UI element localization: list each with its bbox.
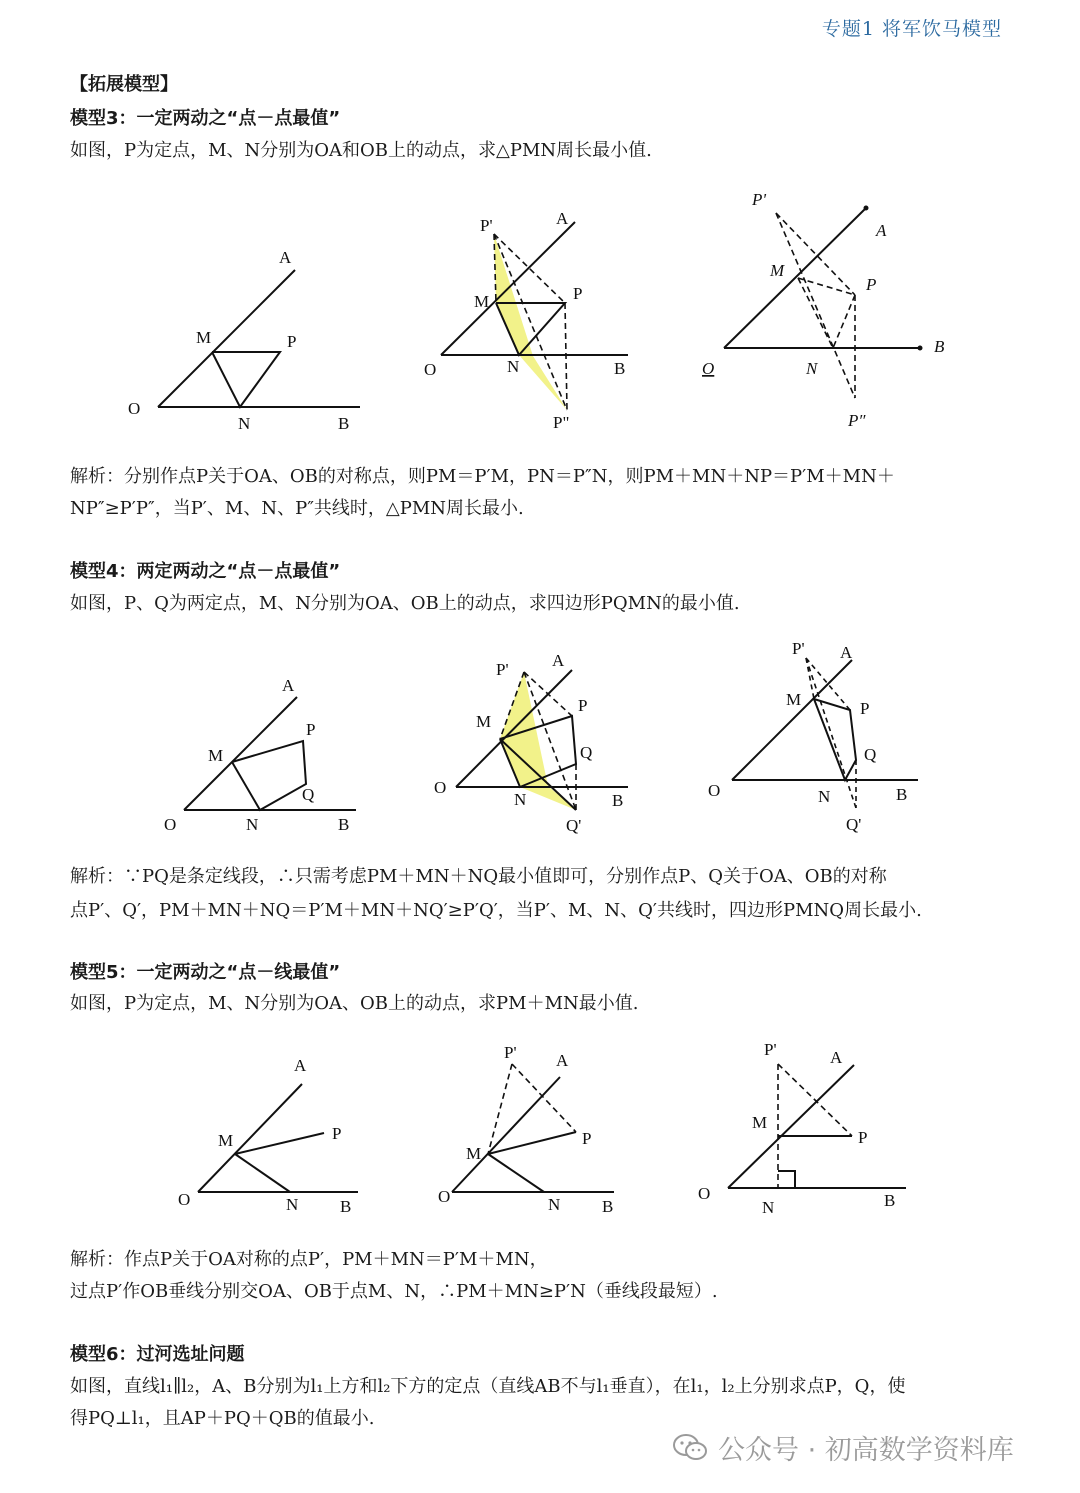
- label-O: O: [434, 778, 447, 797]
- label-M: M: [208, 746, 224, 765]
- label-B: B: [884, 1191, 896, 1210]
- model-3-fig-3: [702, 190, 945, 430]
- label-P: P: [578, 696, 588, 715]
- label-A: A: [840, 643, 853, 662]
- label-N: N: [286, 1195, 299, 1214]
- label-M: M: [786, 690, 802, 709]
- label-O: O: [178, 1190, 191, 1209]
- label-N: N: [507, 357, 520, 376]
- label-N: N: [246, 815, 259, 834]
- label-M: M: [752, 1113, 768, 1132]
- label-A: A: [294, 1056, 307, 1075]
- label-M: M: [466, 1144, 482, 1163]
- model-4-fig-1: [164, 676, 356, 834]
- label-Q1: Q': [566, 816, 582, 835]
- label-P1: P': [504, 1043, 517, 1062]
- label-M: M: [218, 1131, 234, 1150]
- label-B: B: [614, 359, 626, 378]
- section-title: 【拓展模型】: [70, 74, 178, 95]
- model-5-question: 如图，P为定点，M、N分别为OA、OB上的动点，求PM＋MN最小值.: [70, 993, 639, 1014]
- label-M: M: [770, 261, 785, 280]
- label-P: P: [866, 275, 877, 294]
- label-Q: Q: [864, 745, 877, 764]
- label-N: N: [514, 790, 527, 809]
- label-Q: Q: [580, 743, 593, 762]
- label-A: A: [556, 1051, 569, 1070]
- label-B: B: [612, 791, 624, 810]
- label-B: B: [602, 1197, 614, 1216]
- model-3-fig-1-lines: [158, 270, 360, 407]
- label-P1: P': [792, 639, 805, 658]
- label-P: P: [287, 332, 297, 351]
- label-P2i: P″: [848, 411, 866, 430]
- label-P: P: [573, 284, 583, 303]
- label-A: A: [556, 209, 569, 228]
- label-B: B: [338, 815, 350, 834]
- label-M: M: [476, 712, 492, 731]
- label-P: P: [306, 720, 316, 739]
- label-O: O: [702, 359, 715, 378]
- label-N: N: [238, 414, 251, 433]
- label-P: P: [332, 1124, 342, 1143]
- label-P: P: [858, 1128, 868, 1147]
- label-P1: P': [764, 1040, 777, 1059]
- model-4-analysis-line-2: 点P′、Q′，PM＋MN＋NQ＝P′M＋MN＋NQ′≥P′Q′，当P′、M、N、Q′共线时，四边形PMNQ周长最小.: [70, 900, 922, 921]
- label-O: O: [128, 399, 141, 418]
- model-6-title: 模型6：过河选址问题: [70, 1344, 245, 1365]
- label-A: A: [876, 221, 887, 240]
- label-A: A: [552, 651, 565, 670]
- label-Q: Q: [302, 785, 315, 804]
- model-5-analysis-line-2: 过点P′作OB垂线分别交OA、OB于点M、N，∴PM＋MN≥P′N（垂线段最短）.: [70, 1281, 718, 1302]
- model-5-fig-2: [438, 1043, 614, 1216]
- model-3-question: 如图，P为定点，M、N分别为OA和OB上的动点，求△PMN周长最小值.: [70, 140, 652, 161]
- model-4-analysis-line-1: 解析：∵PQ是条定线段，∴只需考虑PM＋MN＋NQ最小值即可，分别作点P、Q关于OA、OB的对称: [70, 866, 887, 887]
- model-4-title: 模型4：两定两动之“点－点最值”: [70, 561, 341, 582]
- label-M: M: [474, 292, 490, 311]
- wechat-icon: [672, 1433, 708, 1463]
- label-N: N: [818, 787, 831, 806]
- label-M: M: [196, 328, 212, 347]
- label-O: O: [164, 815, 177, 834]
- label-O: O: [424, 360, 437, 379]
- label-P1: P': [752, 190, 767, 209]
- label-O: O: [438, 1187, 451, 1206]
- label-P1: P': [480, 216, 493, 235]
- label-A: A: [282, 676, 295, 695]
- model-5-title: 模型5：一定两动之“点－线最值”: [70, 962, 341, 983]
- label-A: A: [830, 1048, 843, 1067]
- model-4-question: 如图，P、Q为两定点，M、N分别为OA、OB上的动点，求四边形PQMN的最小值.: [70, 593, 740, 614]
- model-4-fig-2: [434, 651, 628, 835]
- watermark-text: 公众号 · 初高数学资料库: [718, 1435, 1014, 1466]
- label-N: N: [548, 1195, 561, 1214]
- model-3-fig-2: [424, 209, 628, 432]
- model-3-analysis-line-1: 解析：分别作点P关于OA、OB的对称点，则PM＝P′M，PN＝P″N，则PM＋MN＋NP＝P′M＋MN＋: [70, 466, 895, 487]
- model-6-question-line-1: 如图，直线l₁∥l₂，A、B分别为l₁上方和l₂下方的定点（直线AB不与l₁垂直），在l₁，l₂上分别求点P，Q，使: [70, 1376, 906, 1397]
- model-5-fig-3: [698, 1040, 906, 1217]
- label-N: N: [762, 1198, 775, 1217]
- model-5-fig-1: [178, 1056, 358, 1216]
- label-P1: P': [496, 660, 509, 679]
- label-B: B: [934, 337, 945, 356]
- label-B: B: [340, 1197, 352, 1216]
- model-5-analysis-line-1: 解析：作点P关于OA对称的点P′，PM＋MN＝P′M＋MN，: [70, 1249, 548, 1270]
- label-O: O: [708, 781, 721, 800]
- label-O: O: [698, 1184, 711, 1203]
- label-P2: P": [553, 413, 570, 432]
- label-B: B: [896, 785, 908, 804]
- label-B: B: [338, 414, 350, 433]
- model-6-question-line-2: 得PQ⊥l₁，且AP＋PQ＋QB的值最小.: [70, 1408, 375, 1429]
- label-Q1: Q': [846, 815, 862, 834]
- model-4-fig-3: [708, 639, 918, 834]
- label-P: P: [860, 699, 870, 718]
- label-N: N: [806, 359, 818, 378]
- model-3-title: 模型3：一定两动之“点－点最值”: [70, 108, 341, 129]
- model-3-analysis-line-2: NP″≥P′P″，当P′、M、N、P″共线时，△PMN周长最小.: [70, 498, 524, 519]
- page-header: 专题1 将军饮马模型: [821, 18, 1002, 40]
- watermark: [672, 1428, 1014, 1467]
- label-A: A: [279, 248, 292, 267]
- label-P: P: [582, 1129, 592, 1148]
